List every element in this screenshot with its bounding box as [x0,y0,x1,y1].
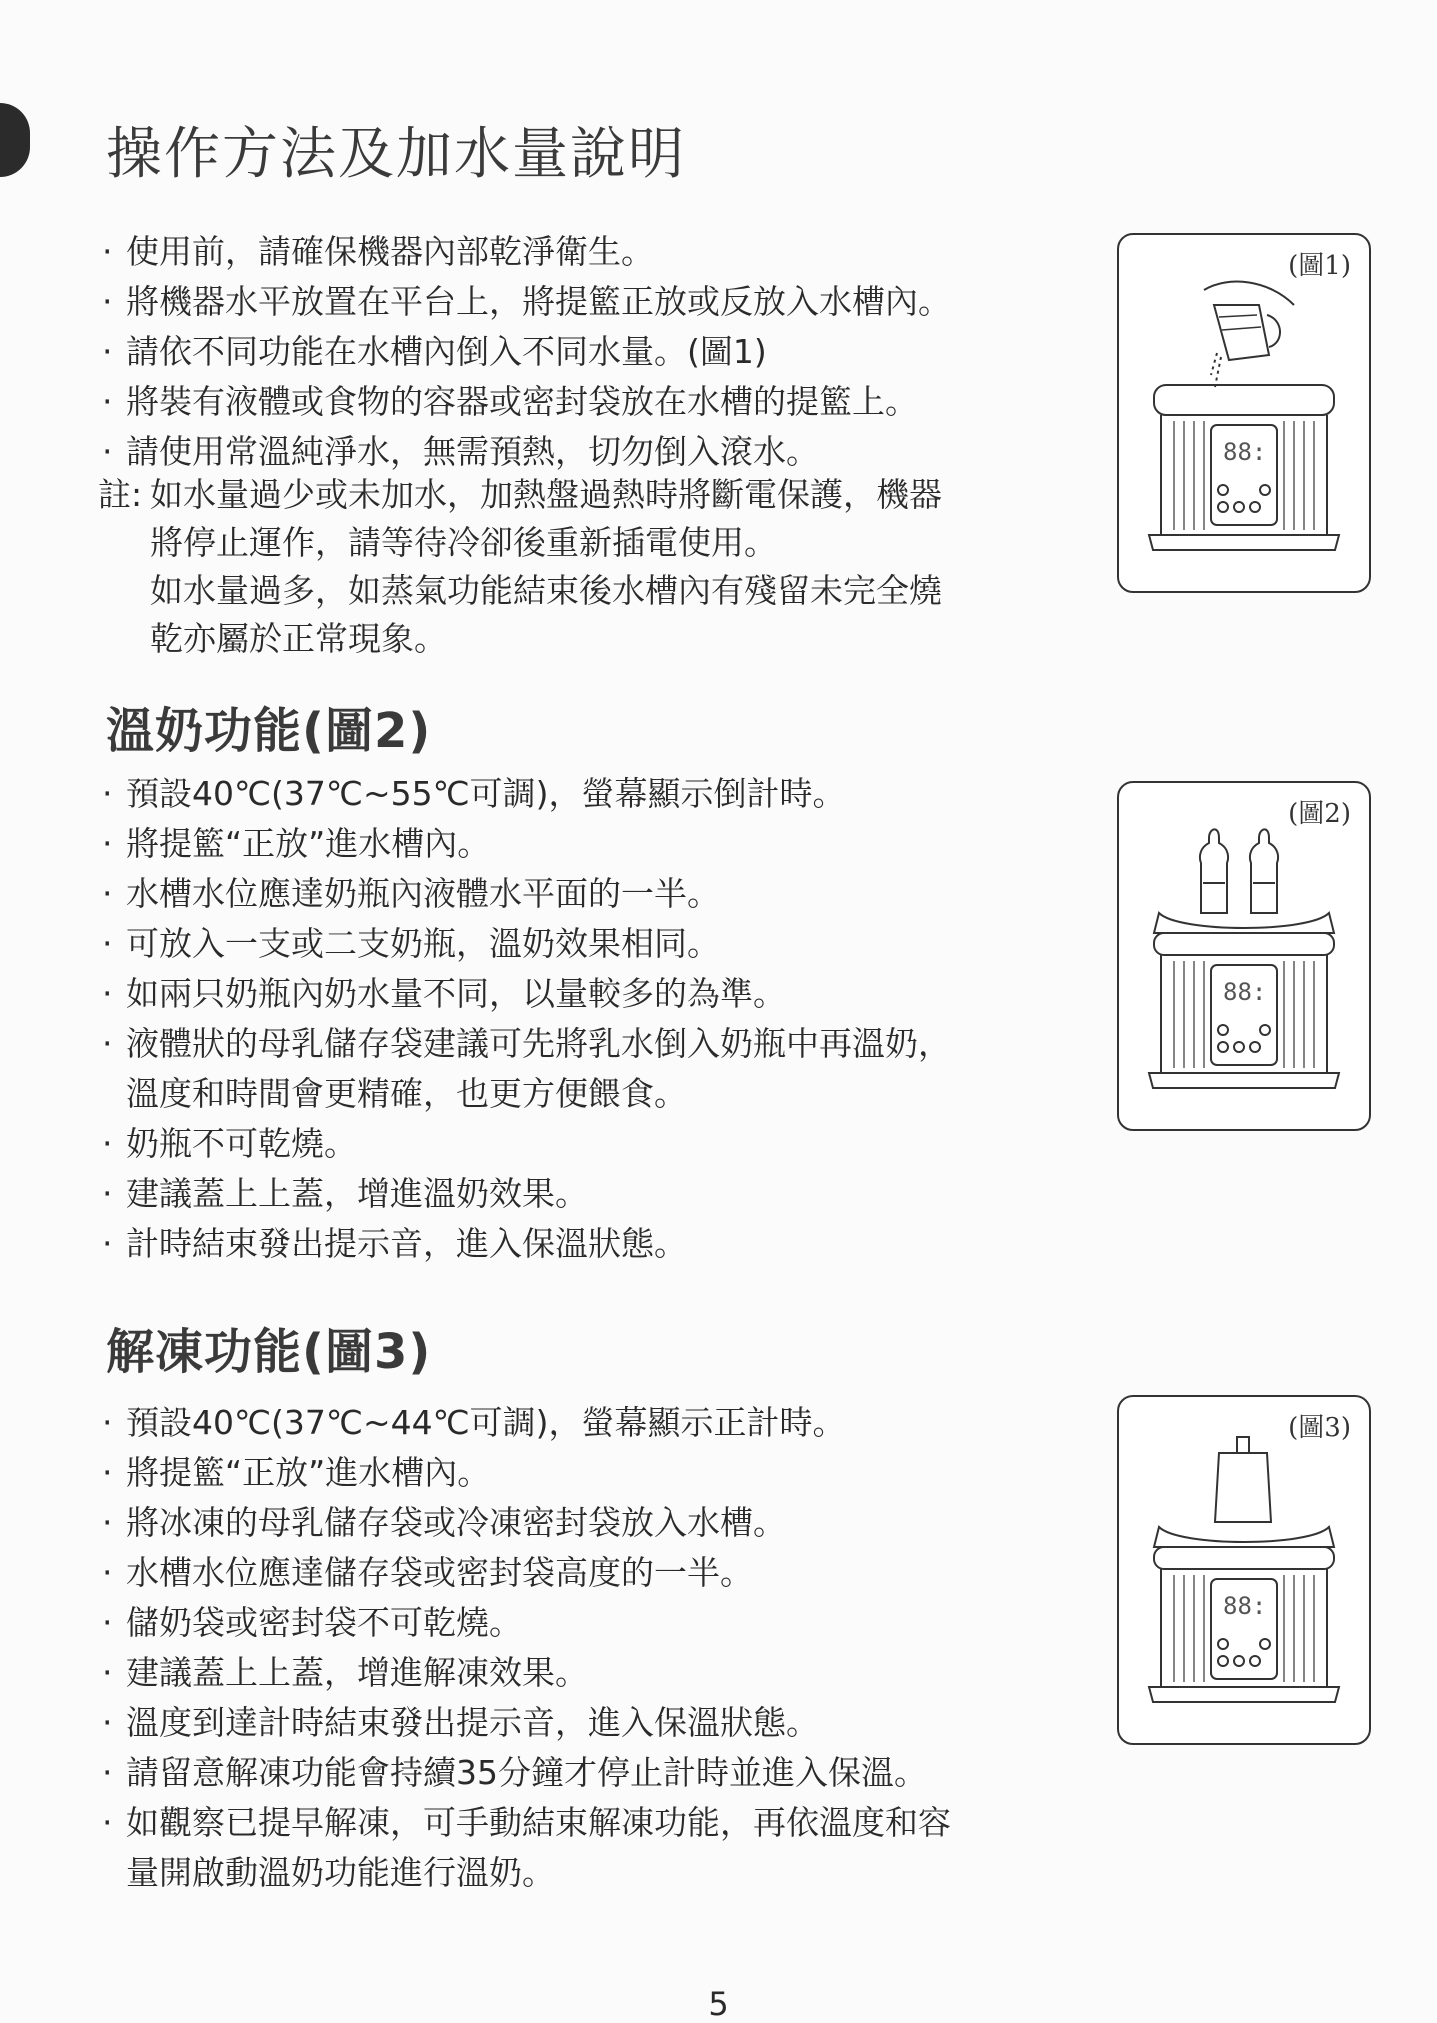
list-item-continuation: 溫度和時間會更精確，也更方便餵食。 [126,1074,687,1113]
svg-text:88:: 88: [1223,1592,1267,1620]
section-tab-marker [0,103,30,177]
warm-milk-bullet-list [100,769,1060,1269]
thaw-bullet-list [100,1398,1060,1898]
list-item: · 可放入一支或二支奶瓶，溫奶效果相同。 [100,919,1060,969]
note-text: 如水量過少或未加水，加熱盤過熱時將斷電保護，機器 [150,475,942,514]
bottle-warmer-pour-water-illustration [1119,235,1369,591]
list-item: · 將冰凍的母乳儲存袋或冷凍密封袋放入水槽。 [100,1498,1060,1548]
svg-text:88:: 88: [1223,978,1267,1006]
list-item: · 請依不同功能在水槽內倒入不同水量。(圖1) [100,327,1060,377]
bottle-warmer-two-bottles-illustration [1119,783,1369,1129]
list-item: · 建議蓋上上蓋，增進溫奶效果。 [100,1169,1060,1219]
list-item: · 建議蓋上上蓋，增進解凍效果。 [100,1648,1060,1698]
note-text: 如水量過多，如蒸氣功能結束後水槽內有殘留未完全燒 [150,571,942,610]
note-block [98,471,1058,663]
figure-caption: (圖1) [1288,251,1351,281]
intro-bullet-list [100,227,1060,477]
list-item: · 儲奶袋或密封袋不可乾燒。 [100,1598,1060,1648]
note-text: 乾亦屬於正常現象。 [150,619,447,658]
list-item: · 預設40℃(37℃~44℃可調)，螢幕顯示正計時。 [100,1398,1060,1448]
list-item-continuation: 量開啟動溫奶功能進行溫奶。 [126,1853,555,1892]
list-item: · 水槽水位應達儲存袋或密封袋高度的一半。 [100,1548,1060,1598]
note-text: 將停止運作，請等待冷卻後重新插電使用。 [150,523,777,562]
note-label: 註: [98,475,143,514]
list-item: · 溫度到達計時結束發出提示音，進入保溫狀態。 [100,1698,1060,1748]
list-item: · 將提籃“正放”進水槽內。 [100,819,1060,869]
list-item: · 將裝有液體或食物的容器或密封袋放在水槽的提籃上。 [100,377,1060,427]
list-item: · 將機器水平放置在平台上，將提籃正放或反放入水槽內。 [100,277,1060,327]
note-first-line [98,471,1058,519]
list-item: · 計時結束發出提示音，進入保溫狀態。 [100,1219,1060,1269]
figure-1 [1117,233,1371,593]
list-item: · 預設40℃(37℃~55℃可調)，螢幕顯示倒計時。 [100,769,1060,819]
list-item: · 請使用常溫純淨水，無需預熱，切勿倒入滾水。 [100,427,1060,477]
svg-text:88:: 88: [1223,438,1267,466]
list-item: · 如觀察已提早解凍，可手動結束解凍功能，再依溫度和容 [100,1798,1060,1848]
list-item: · 奶瓶不可乾燒。 [100,1119,1060,1169]
page-title: 操作方法及加水量說明 [106,122,686,187]
figure-2 [1117,781,1371,1131]
section-title-warm-milk: 溫奶功能(圖2) [106,703,432,759]
list-item: · 請留意解凍功能會持續35分鐘才停止計時並進入保溫。 [100,1748,1060,1798]
figure-3 [1117,1395,1371,1745]
list-item: · 水槽水位應達奶瓶內液體水平面的一半。 [100,869,1060,919]
section-title-thaw: 解凍功能(圖3) [106,1324,432,1380]
list-item: · 如兩只奶瓶內奶水量不同，以量較多的為準。 [100,969,1060,1019]
list-item: · 使用前，請確保機器內部乾淨衛生。 [100,227,1060,277]
list-item: · 將提籃“正放”進水槽內。 [100,1448,1060,1498]
figure-caption: (圖3) [1288,1413,1351,1443]
bottle-warmer-storage-bag-illustration [1119,1397,1369,1743]
figure-caption: (圖2) [1288,799,1351,829]
list-item: · 液體狀的母乳儲存袋建議可先將乳水倒入奶瓶中再溫奶， [100,1019,1060,1069]
page-number: 5 [708,1985,729,2023]
